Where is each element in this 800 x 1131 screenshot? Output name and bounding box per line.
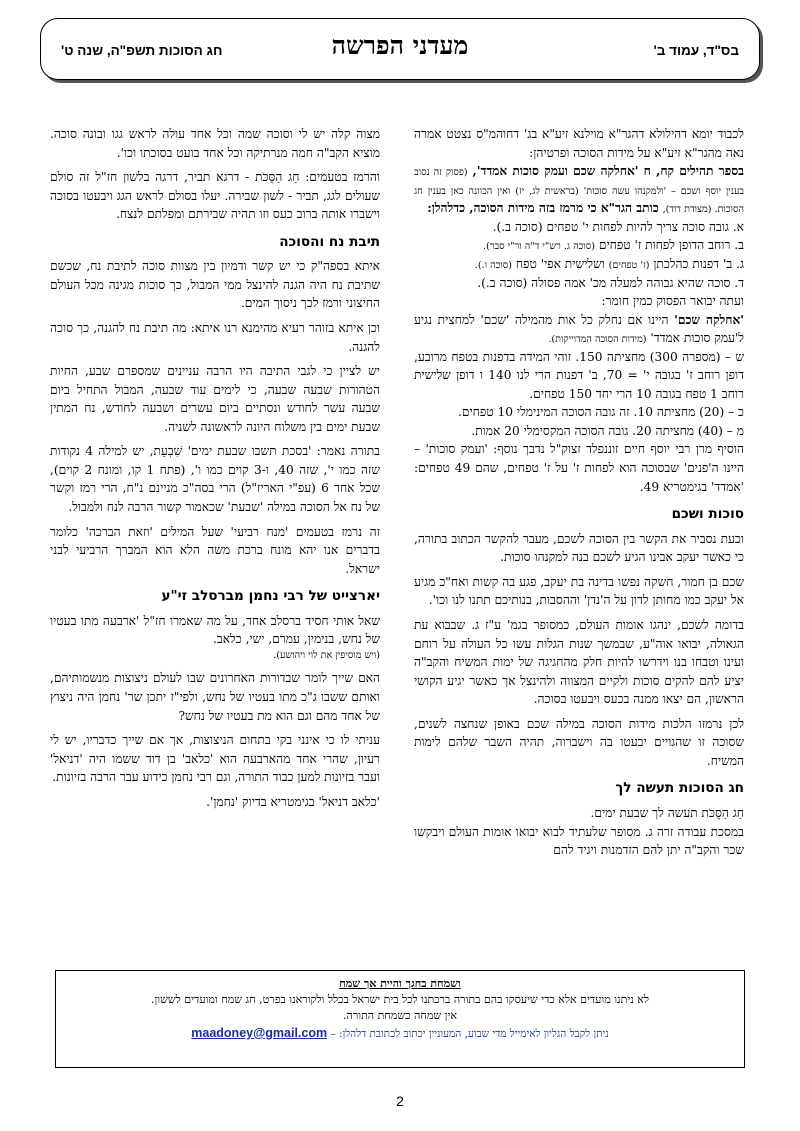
section-heading-hag-hasukkot: חג הסוכות תעשה לך — [615, 780, 744, 797]
paragraph: עניתי לו כי אינני בקי בתחום הניצוצות, אך אם שייך כדבריו, יש לי רעיון, שהרי אחד מהארבעה הוא 'כלאב' בן דוד ששמו היה 'דניאל' ועבר בזיונות למען כבוד התורה, וגם רבי נחמן כידוע עבר הרבה בזיונות. — [50, 733, 380, 785]
header-issue-info: חג הסוכות תשפ"ה, שנה ט' — [61, 43, 223, 58]
list-item: ב. רוחב הדופן לפחות ז' טפחים (סוכה ג. רש"י ד"ה ור"י סבר). — [482, 238, 744, 253]
section-heading-yahrzeit: יארצייט של רבי נחמן מברסלב זי"ע — [161, 588, 380, 605]
verse: חַג הַסֻּכֹּת תעשה לך שבעת ימים. — [590, 806, 744, 820]
greeting-title: ושמחת בחגך והיית אך שמח — [339, 977, 461, 990]
paragraph: לכן נרמזו הלכות מידות הסוכה במילה שכם באופן שנחצה לשנים, שסוכה זו שהגויים יבעטו בה וישברוה, תהיה השבר שלהם לימות המשיח. — [414, 716, 744, 768]
paragraph: מ – (40) מחציתה 20. גובה הסוכה המקסימלי 20 אמות. — [471, 423, 744, 438]
paragraph: וכעת נסביר את הקשר בין הסוכה לשכם, מעבר להקשר הכתוב בתורה, כי כאשר יעקב אבינו הגיע לשכם בנה למקנהו סוכות. — [414, 531, 744, 565]
paragraph: מצוה קלה יש לי וסוכה שמה וכל אחד עולה לראש גגו ובונה סוכה. מוציא הקב"ה חמה מנרתיקה וכל אחד בועט בסוכתו וכו'. — [50, 127, 380, 160]
paragraph: 'אחלקה שכם' היינו אם נחלק כל אות מהמילה 'שכם' למחצית נגיע ל'עמק סוכות אמדד' (מידות הסוכה המדוייקות). — [414, 312, 745, 346]
right-column — [414, 125, 744, 866]
greeting-line: לא ניתנו מועדים אלא כדי שיעסקו בהם בתורה ברכתנו לכל בית ישראל בכלל ולקוראנו בפרט, חג שמח ומועדים לששון. — [150, 992, 650, 1006]
paragraph: (ויש מוסיפין את לוי ויהושע). — [273, 649, 380, 661]
paragraph: הוסיף מרן רבי יוסף חיים זוננפלד זצוק"ל נדבך נוסף: 'ועמק סוכות' – היינו ה'פנים' שבסוכה הוא לפחות ז' על ז' טפחים, שהם 49 טפחים: 'אמדד' בגימטריא 49. — [414, 442, 744, 494]
paragraph: ועתה יבואר הפסוק כמין חומר: — [601, 294, 744, 309]
paragraph: והרמז בטעמים: חַג הַסֻּכֹּת - דרגא תביר, דרגה בלשון חז"ל זה סולם שעולים לגג, תביר - לשון שבירה. יעלו בסולם לראש הגג ויבעטו בסוכה וישברו אותה ברוב כעס וזו תהיה שבירתם ומפלתם לנצח. — [50, 170, 380, 222]
list-item: ג. ב' דפנות כהלכתן (ז' טפחים) ושלישית אפי' טפח (סוכה ו.). — [474, 256, 744, 271]
paragraph: איתא בספה"ק כי יש קשר ודמיון בין מצוות סוכה לתיבת נח, שכשם שתיבת נח היה הגנה להינצל ממי המבול, כך סוכות מגינה מכל העולם החיצוני ורמז לכך ניסוך המים. — [50, 259, 380, 311]
email-link[interactable]: maadoney@gmail.com — [191, 1025, 328, 1040]
header-page-info: בס"ד, עמוד ב' — [653, 43, 739, 58]
section-heading-sukkot-shechem: סוכות ושכם — [671, 506, 744, 523]
publication-title: מעדני הפרשה — [331, 31, 469, 60]
paragraph: שאל אותי חסיד ברסלב אחד, על מה שאמרו חז"ל 'ארבעה מתו בעטיו של נחש, בנימין, עמרם, ישי, כלאב. — [50, 613, 380, 647]
greeting-line: אין שמחה כשמחת התורה. — [343, 1008, 457, 1022]
list-item: א. גובה סוכה צריך להיות לפחות י' טפחים (סוכה ב.). — [492, 219, 744, 234]
paragraph: זה נרמז בטעמים 'מנח רביעי' שעל המילים 'וזאת הברכה' כלומר בדברים אנו יהא מונח ברכת משה הלא הוא המברך הרביעי לבני ישראל. — [50, 524, 380, 576]
contact-line: ניתן לקבל הגליון לאימייל מדי שבוע, המעוניין יכתוב לכתובת דלהלן: – maadoney@gmail.com — [191, 1025, 609, 1040]
paragraph: יש לציין כי לגבי התיבה היו הרבה עניינים שמספרם שבע, החיות הטהורות שבעה שבעה, כי לימים עוד שבעה, המבול התחיל ביום שבעה עשר לחודש ונסתיים ביום עשרים ושבעה לחודש, נח המתין שבעת ימים בין משלוח היונה לראשונה לשניה. — [50, 364, 380, 434]
page-number: 2 — [396, 1093, 404, 1109]
paragraph: במסכת עבודה זרה ג. מסופר שלעתיד לבוא יבואו אומות העולם ויבקשו שכר והקב"ה יתן להם הזדמנות ויגיד להם — [414, 824, 744, 858]
paragraph: לכבוד יומא דהילולא דהגר"א מוילנא זיע"א בג' דחוהמ"ס נצטט אמרה נאה מהגר"א זיע"א על מידות הסוכה ופרטיהן: — [414, 127, 744, 160]
left-column — [50, 125, 380, 817]
paragraph: וכן איתא בזוהר רעיא מהימנא רנו איתא: מה תיבת נח להגנה, כך סוכה להגנה. — [50, 321, 380, 354]
contact-text: ניתן לקבל הגליון לאימייל מדי שבוע, המעוניין יכתוב לכתובת דלהלן: — [339, 1027, 609, 1040]
paragraph: האם שייך לומר שבדורות האחרונים שבו לעולם ניצוצות מנשמותיהם, ואותם ששבו ג"כ מתו בעטיו של נחש, ולפי"ז יתכן שר' נחמן היה ניצוץ של אחד מהם וגם הוא מת בעטיו של נחש? — [50, 671, 380, 723]
paragraph: בתורה נאמר: 'בסכת תשבו שבעת ימים' שִׁבְעַת, יש למילה 4 נקודות שזה כמו י', שזה 40, ו-3 קוים כמו ו', (פתח 1 קו, ומונח 2 קוים), שכל אחד 6 (עפ"י האריז"ל) הרי בסה"כ מניינם נ"ח, הרי רמז וקשר של נח אל הסוכה במילה 'שבעת' שכאמור קשור הרבה לנח ולמבול. — [50, 444, 381, 514]
paragraph: ש – (מספרה 300) מחציתה 150. זוהי המידה בדפנות בטפח מרובע, דופן רוחב ז' בגובה י' = 70, ב' דפנות הרי לנו 140 ו דופן שלישית רוחב 1 טפח בגובה 10 הרי יחד 150 טפחים. — [414, 349, 744, 401]
paragraph: שכם בן חמור, חשקה נפשו בדינה בת יעקב, פגע בה קשות ואח"כ מגיע אל יעקב כמו מחותן לדון על ה'נדן' וההסבות, בנותיכם תתנו לנו וכו'. — [414, 574, 744, 608]
paragraph: כ – (20) מחציתה 10. זה גובה הסוכה המינימלי 10 טפחים. — [457, 405, 744, 420]
page-header — [40, 18, 760, 80]
section-heading-noah-ark: תיבת נח והסוכה — [279, 233, 380, 250]
list-item: ד. סוכה שהיא גבוהה למעלה מכ' אמה פסולה (סוכה ב.). — [477, 275, 744, 290]
paragraph: בדומה לשכם, ינהגו אומות העולם, כמסופר בגמ' ע"ז ג. שבבוא עת הגאולה, יבואו אוה"ע, שבמשך שנות הגלות עשו כל העולה על רוחם ועינו וטבחו בנו וידרשו להיות חלק מהחגיגה של ימות המשיח והקב"ה יציע להם להקים סוכות ולקיים המצווה ולהינצל אך כאשר יגיע הקושי הראשון, הם יצאו ממנה בכעס ויבעטו בסוכה. — [414, 617, 744, 707]
paragraph: 'כלאב דניאל' בגימטריא בדיוק 'נחמן'. — [206, 794, 380, 809]
paragraph: בספר תהילים קח, ח 'אחלקה שכם ועמק סוכות אמדד', (פסוק זה נסוב בענין יוסף ושכם – 'ולמקנהו עשה סוכות' (בראשית לג, יז) ואין הכוונה כאן בענין חג הסוכות. (מצודת דוד), כותב הגר"א כי מרמז בזה מידות הסוכה, כדלהלן: — [414, 164, 745, 216]
greeting-box — [55, 970, 745, 1068]
